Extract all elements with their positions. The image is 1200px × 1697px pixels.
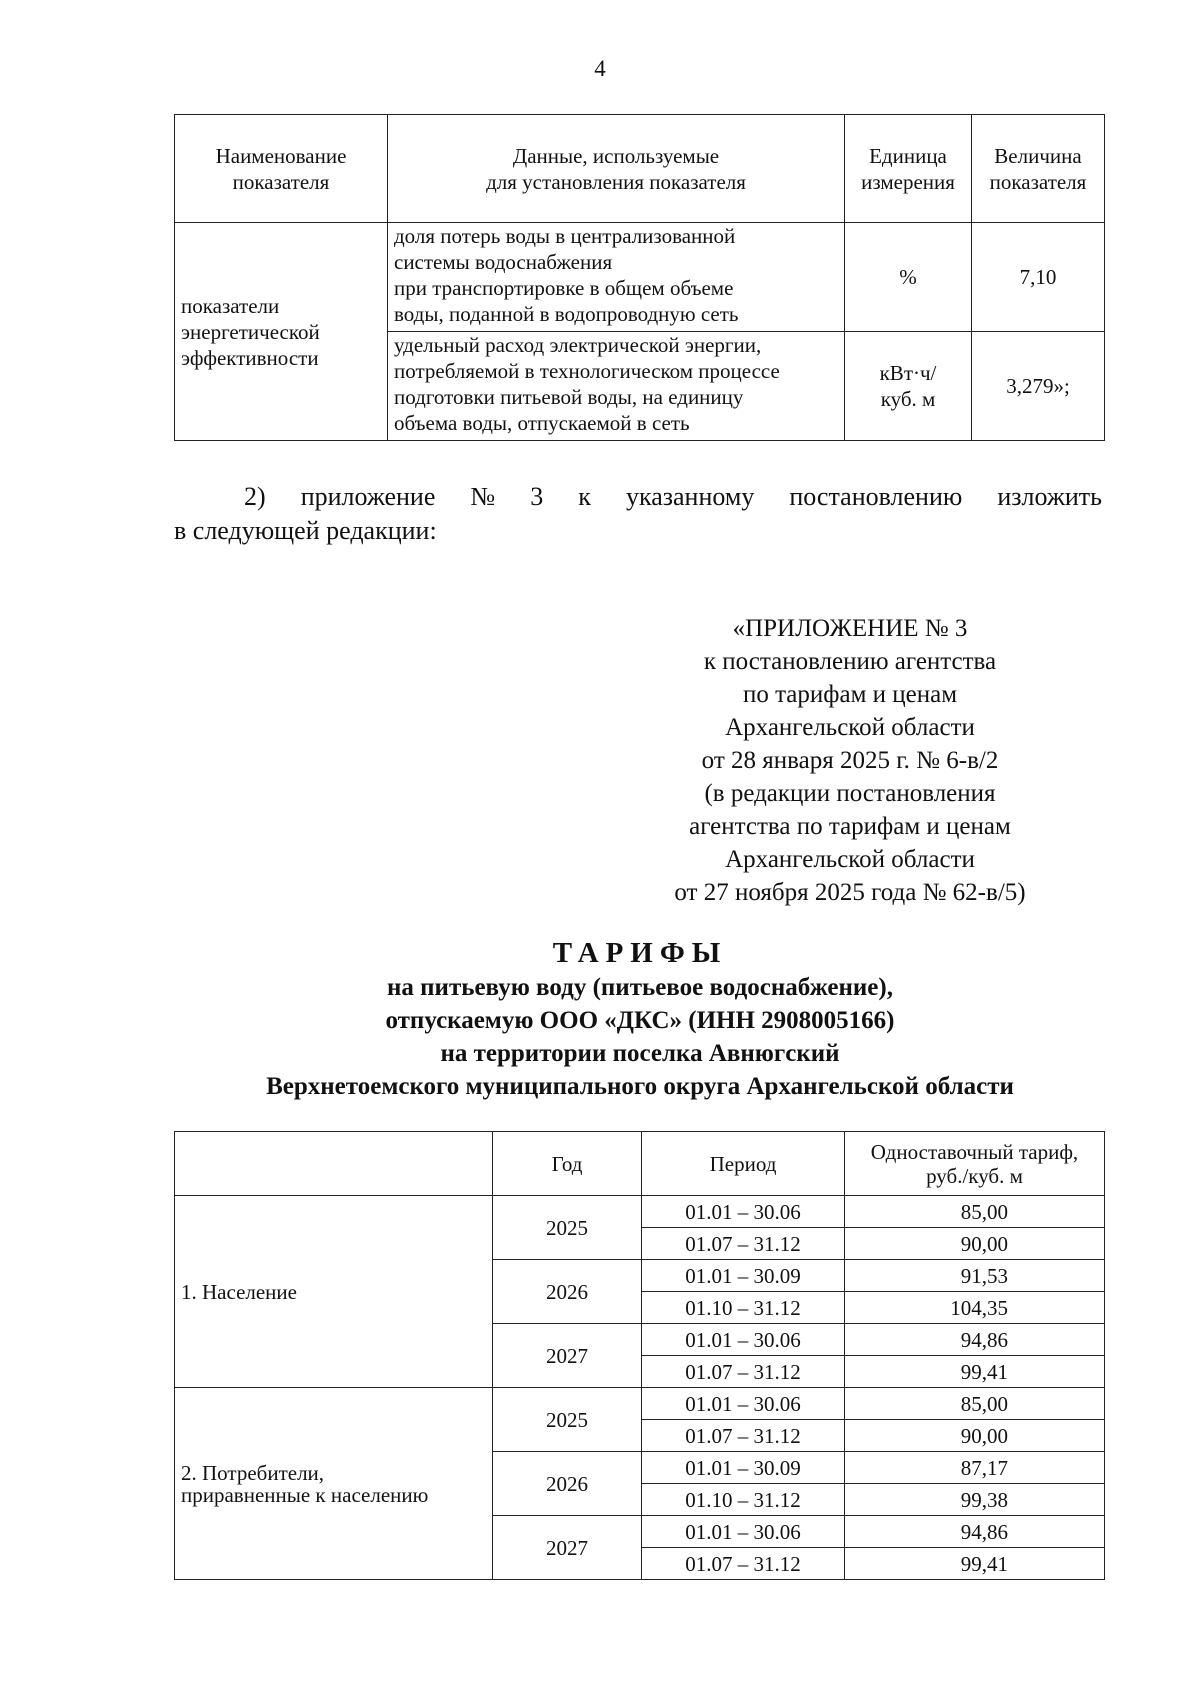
tariff-period: 01.07 – 31.12	[642, 1356, 845, 1388]
paragraph-word: изложить	[997, 482, 1102, 511]
tariff-value: 90,00	[845, 1228, 1105, 1260]
paragraph-word: №	[470, 482, 496, 511]
indicator-description: удельный расход электрической энергии, потребляемой в технологическом процессе подготовки питьевой воды, на единицу объема воды, отпускаемой в сеть	[388, 332, 845, 441]
tariff-period: 01.01 – 30.06	[642, 1516, 845, 1548]
tariff-year: 2025	[493, 1388, 642, 1452]
tariff-period: 01.01 – 30.09	[642, 1452, 845, 1484]
tariff-row	[175, 1196, 1105, 1228]
header-period: Период	[642, 1132, 845, 1196]
indicator-group-name: показатели энергетической эффективности	[175, 223, 388, 441]
paragraph-word: 3	[530, 482, 544, 511]
indicators-table	[174, 114, 1105, 441]
tariff-category: 2. Потребители, приравненные к населению	[175, 1388, 493, 1580]
indicator-row	[175, 223, 1105, 332]
tariff-subtitle-line: Верхнетоемского муниципального округа Архангельской области	[266, 1073, 1014, 1100]
paragraph-word: 2)	[244, 482, 266, 511]
tariff-category: 1. Население	[175, 1196, 493, 1388]
tariff-value: 99,41	[845, 1548, 1105, 1580]
indicator-unit: кВт·ч/ куб. м	[845, 332, 972, 441]
header-value: Величина показателя	[972, 115, 1105, 223]
header-unit: Единица измерения	[845, 115, 972, 223]
tariff-year: 2026	[493, 1452, 642, 1516]
tariff-period: 01.01 – 30.06	[642, 1324, 845, 1356]
tariff-period: 01.10 – 31.12	[642, 1292, 845, 1324]
paragraph-line-1	[174, 480, 1102, 514]
tariff-subtitle-line: на территории поселка Авнюгский	[440, 1040, 840, 1067]
appendix-line: к постановлению агентства	[703, 648, 997, 675]
tariff-value: 90,00	[845, 1420, 1105, 1452]
tariff-period: 01.01 – 30.06	[642, 1388, 845, 1420]
appendix-line: Архангельской области	[725, 846, 975, 873]
amendment-paragraph	[174, 480, 1102, 548]
tariff-year: 2027	[493, 1516, 642, 1580]
tariff-year: 2027	[493, 1324, 642, 1388]
header-category	[175, 1132, 493, 1196]
tariff-subtitle	[0, 971, 1200, 1103]
indicator-value: 7,10	[972, 223, 1105, 332]
tariff-period: 01.07 – 31.12	[642, 1420, 845, 1452]
tariff-value: 99,41	[845, 1356, 1105, 1388]
tariff-value: 85,00	[845, 1196, 1105, 1228]
header-tariff: Одноставочный тариф, руб./куб. м	[845, 1132, 1105, 1196]
paragraph-word: к	[578, 482, 591, 511]
tariff-title-block	[0, 935, 1200, 1103]
indicator-description: доля потерь воды в централизованной системы водоснабжения при транспортировке в общем объеме воды, поданной в водопроводную сеть	[388, 223, 845, 332]
tariff-subtitle-line: отпускаемую ООО «ДКС» (ИНН 2908005166)	[385, 1007, 895, 1034]
paragraph-word: постановлению	[789, 482, 963, 511]
tariff-year: 2026	[493, 1260, 642, 1324]
paragraph-line-2: в следующей редакции:	[174, 516, 437, 545]
indicator-unit: %	[845, 223, 972, 332]
tariff-value: 104,35	[845, 1292, 1105, 1324]
header-indicator-name: Наименование показателя	[175, 115, 388, 223]
indicator-value: 3,279»;	[972, 332, 1105, 441]
tariff-value: 99,38	[845, 1484, 1105, 1516]
tariff-period: 01.07 – 31.12	[642, 1548, 845, 1580]
tariff-subtitle-line: на питьевую воду (питьевое водоснабжение),	[387, 974, 893, 1001]
tariff-period: 01.07 – 31.12	[642, 1228, 845, 1260]
page-number: 4	[594, 56, 606, 81]
appendix-line: (в редакции постановления	[704, 780, 996, 807]
header-year: Год	[493, 1132, 642, 1196]
paragraph-word: указанному	[625, 482, 755, 511]
tariff-table	[174, 1131, 1105, 1580]
tariff-row	[175, 1388, 1105, 1420]
appendix-line: «ПРИЛОЖЕНИЕ № 3	[732, 615, 968, 642]
appendix-header	[640, 612, 1060, 909]
tariff-value: 85,00	[845, 1388, 1105, 1420]
tariff-period: 01.01 – 30.06	[642, 1196, 845, 1228]
appendix-line: от 27 ноября 2025 года № 62-в/5)	[674, 879, 1026, 906]
tariff-value: 91,53	[845, 1260, 1105, 1292]
tariff-value: 94,86	[845, 1324, 1105, 1356]
tariff-value: 94,86	[845, 1516, 1105, 1548]
appendix-line: от 28 января 2025 г. № 6-в/2	[701, 747, 999, 774]
tariff-period: 01.10 – 31.12	[642, 1484, 845, 1516]
appendix-line: по тарифам и ценам	[742, 681, 958, 708]
appendix-line: агентства по тарифам и ценам	[689, 813, 1011, 840]
appendix-line: Архангельской области	[725, 714, 975, 741]
tariff-header-row	[175, 1132, 1105, 1196]
tariff-value: 87,17	[845, 1452, 1105, 1484]
header-indicator-data: Данные, используемые для установления показателя	[388, 115, 845, 223]
tariff-title: ТАРИФЫ	[552, 937, 728, 969]
indicators-header-row	[175, 115, 1105, 223]
paragraph-word: приложение	[300, 482, 436, 511]
tariff-period: 01.01 – 30.09	[642, 1260, 845, 1292]
tariff-year: 2025	[493, 1196, 642, 1260]
